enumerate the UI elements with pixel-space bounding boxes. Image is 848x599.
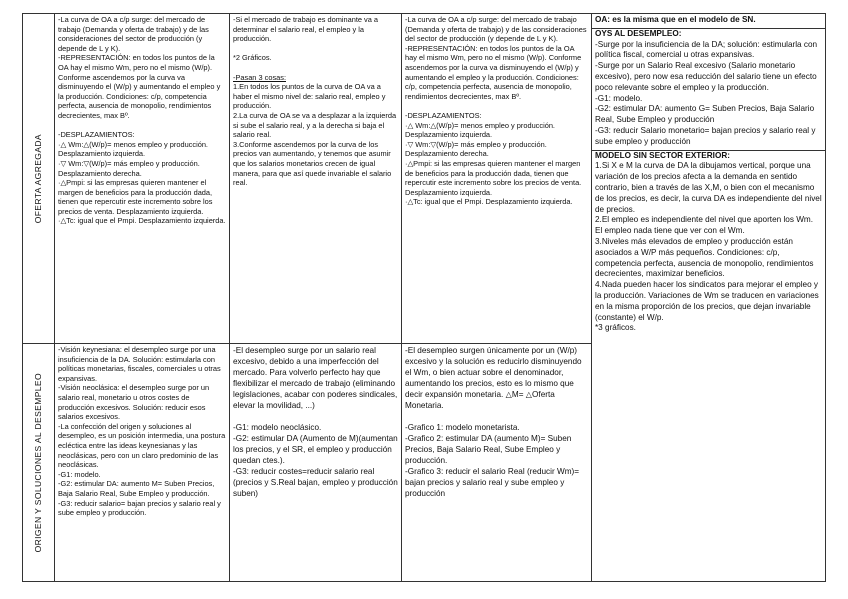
text: -La curva de OA a c/p surge: del mercado de trabajo (Demanda y oferta de trabajo) y de las consideraciones del sector de producción (y depende de L y K).: [58, 15, 209, 53]
text: -Si el mercado de trabajo es dominante va a determinar el salario real, el empleo y la producción.: [233, 15, 379, 44]
text: -G1: modelo.: [58, 469, 101, 479]
text: -La confección del origen y soluciones al desempleo, es un posición intermedia, una postura ecléctica entre las ideas keynesianas y las neoclásicas, pero con un claro predominio de las neoclásicas.: [58, 421, 226, 470]
cell-r1-c2: [230, 14, 402, 344]
text: -Surge por un Salario Real excesivo (Salario monetario excesivo), pero now esa reducción del salario tiene un efecto poco relevante sobre el empleo y la producción.: [595, 61, 817, 92]
text: 1.En todos los puntos de la curva de OA va a haber el mismo nivel de: salario real, empleo y producción.: [233, 82, 386, 111]
text: -G2: estimular DA: aumento M= Suben Precios, Baja Salario Real, Sube Empleo y producción.: [58, 479, 215, 498]
text: ·△ Wm:△(W/p)= menos empleo y producción. Desplazamiento izquierda.: [405, 120, 555, 140]
text: ·△Tc: igual que el Pmpi. Desplazamiento izquierda.: [58, 216, 226, 226]
text: -Visión keynesiana: el desempleo surge por una insuficiencia de la DA. Solución: estimularla con políticas monetarias, fiscales, comerciales u otras expansivas.: [58, 345, 221, 383]
text: -G3: reducir Salario monetario= bajan precios y salario real y sube empleo y producción: [595, 125, 816, 146]
section-title: OYS AL DESEMPLEO:: [595, 28, 682, 38]
text: -Grafico 3: reducir el salario Real (reducir Wm)= bajan precios y salario real y sube empleo y producción: [405, 467, 580, 498]
text: -DESPLAZAMIENTOS:: [58, 130, 135, 140]
row-header-oferta: [23, 14, 55, 344]
text: -G1: modelo.: [595, 93, 643, 103]
text: ·△Pmpi: si las empresas quieren mantener el margen de beneficios para la producción dada, tienen que repercutir este incremento sobre los precios de venta. Desplazamiento izquierda.: [405, 158, 582, 197]
text: -Grafico 1: modelo monetarista.: [405, 423, 520, 432]
text: 2.El empleo es independiente del nivel que aporten los Wm. El empleo nada tiene que ver con el Wm.: [595, 215, 814, 236]
section-oa: [592, 15, 825, 29]
row-oferta-agregada: [23, 14, 826, 344]
text: 2.La curva de OA se va a desplazar a la izquierda si sube el salario real, y a la derecha si baja el salario real.: [233, 110, 397, 140]
text: -REPRESENTACIÓN: en todos los puntos de la OA hay el mismo Wm, pero no el mismo (W/p). Conforme ascendemos por la curva va disminuyendo el (W/p) y aumentando el empleo y la producción. Condiciones: c/p, competencia perfecta, ausencia de monopolio, rendimientos decrecientes, max Bº.: [58, 53, 221, 120]
cell-r1-c1: [55, 14, 230, 344]
text: ·▽ Wm:▽(W/p)= más empleo y producción. Desplazamiento derecha.: [58, 158, 200, 178]
text: -DESPLAZAMIENTOS:: [405, 110, 482, 120]
text: 1.Si X e M la curva de DA la dibujamos vertical, porque una variación de los precios afecta a la demanda en sentido contrario, bien a través de las X,M, o bien con el mecanismo de los precios, es decir, la curva DA es independiente del nivel de precios.: [595, 161, 822, 214]
cell-r2-c2: [230, 344, 402, 582]
section-mse: [592, 151, 825, 337]
text: ·△ Wm:△(W/p)= menos empleo y producción. Desplazamiento izquierda.: [58, 139, 208, 159]
text: -G3: reducir salario= bajan precios y salario real y sube empleo y producción.: [58, 498, 221, 518]
text: 4.Nada pueden hacer los sindicatos para mejorar el empleo y la producción. Variaciones de Wm se traducen en variaciones en la misma proporción de los precios, que dejan invariable (constante) el W/p.: [595, 280, 819, 322]
text: -El desempleo surgen únicamente por un (W/p) excesivo y la solución es reducirlo disminuyendo el Wm, o bien actuar sobre el denominador, aumentando los precios, esto es lo mismo que decir expansión monetaria. △M= △Oferta Monetaria.: [405, 346, 582, 410]
text: ·△Tc: igual que el Pmpi. Desplazamiento izquierda.: [405, 197, 573, 207]
text: -G3: reducir costes=reducir salario real (precios y S.Real bajan, empleo y producción suben): [233, 467, 398, 498]
summary-table: [22, 13, 826, 582]
text: ·▽ Wm:▽(W/p)= más empleo y producción. Desplazamiento derecha.: [405, 139, 547, 159]
row-label-oferta: OFERTA AGREGADA: [32, 133, 43, 224]
cell-r2-c3: [402, 344, 592, 582]
text: *3 gráficos.: [595, 323, 636, 333]
text: -Surge por la insuficiencia de la DA; solución: estimularla con política fiscal, comercial u otras expansivas.: [595, 39, 818, 60]
text: 3.Conforme ascendemos por la curva de los precios van aumentando, y tenemos que asumir que los salarios monetarios crecen de igual manera, para que así quede invariable el salario real.: [233, 139, 392, 188]
cell-r1-c3: [402, 14, 592, 344]
text: -G1: modelo neoclásico.: [233, 423, 322, 432]
text: ·△Pmpi: si las empresas quieren mantener el margen de beneficios para la producción dada, tienen que repercutir este incremento sobre los precios de venta. Desplazamiento izquierda.: [58, 178, 213, 216]
row-header-origen: [23, 344, 55, 582]
text: -G2: estimular DA (Aumento de M)(aumentan los precios, y el SR, el empleo y producción quedan ctes.).: [233, 434, 398, 465]
text: -La curva de OA a c/p surge: del mercado de trabajo (Demanda y oferta de trabajo) y de las consideraciones del sector de producción (y depende de L y K).: [405, 15, 587, 44]
text: -REPRESENTACIÓN: en todos los puntos de la OA hay el mismo Wm, pero no el mismo (W/p). Conforme ascendemos por la curva va disminuyendo el (W/p) y aumentando el empleo y la producción. Condiciones: c/p, competencia perfecta, ausencia de monopolio, rendimientos decrecientes, max Bº.: [405, 43, 582, 101]
section-oys: [592, 29, 825, 151]
cell-r2-c1: [55, 344, 230, 582]
cell-col4: [592, 14, 826, 582]
text: -Grafico 2: estimular DA (aumento M)= Suben Precios, Baja Salario Real, Sube Empleo y producción.: [405, 434, 572, 465]
text: *2 Gráficos.: [233, 53, 272, 63]
text: -G2: estimular DA: aumento G= Suben Precios, Baja Salario Real, Sube Empleo y producción: [595, 104, 815, 125]
text: -Visión neoclásica: el desempleo surge por un salario real, monetario u otros costes de producción excesivos. Solución: reducir esos salarios excesivos.: [58, 383, 210, 422]
text: 3.Niveles más elevados de empleo y producción están asociados a W/P más pequeños. Condiciones: c/p, competencia perfecta, ausencia de monopolio, rendimientos decrecientes, maximizar beneficios.: [595, 236, 814, 279]
section-title: MODELO SIN SECTOR EXTERIOR:: [595, 150, 730, 160]
section-title: OA: es la misma que en el modelo de SN.: [595, 15, 756, 24]
row-label-origen: ORIGEN Y SOLUCIONES AL DESEMPLEO: [32, 372, 43, 553]
text: -El desempleo surge por un salario real excesivo, debido a una imperfección del mercado. Para volverlo perfecto hay que flexibilizar el mercado de trabajo (eliminando legislaciones, acabar con poderes sindicales, elevar la movilidad, ...): [233, 346, 398, 410]
text: -Pasan 3 cosas:: [233, 72, 286, 82]
